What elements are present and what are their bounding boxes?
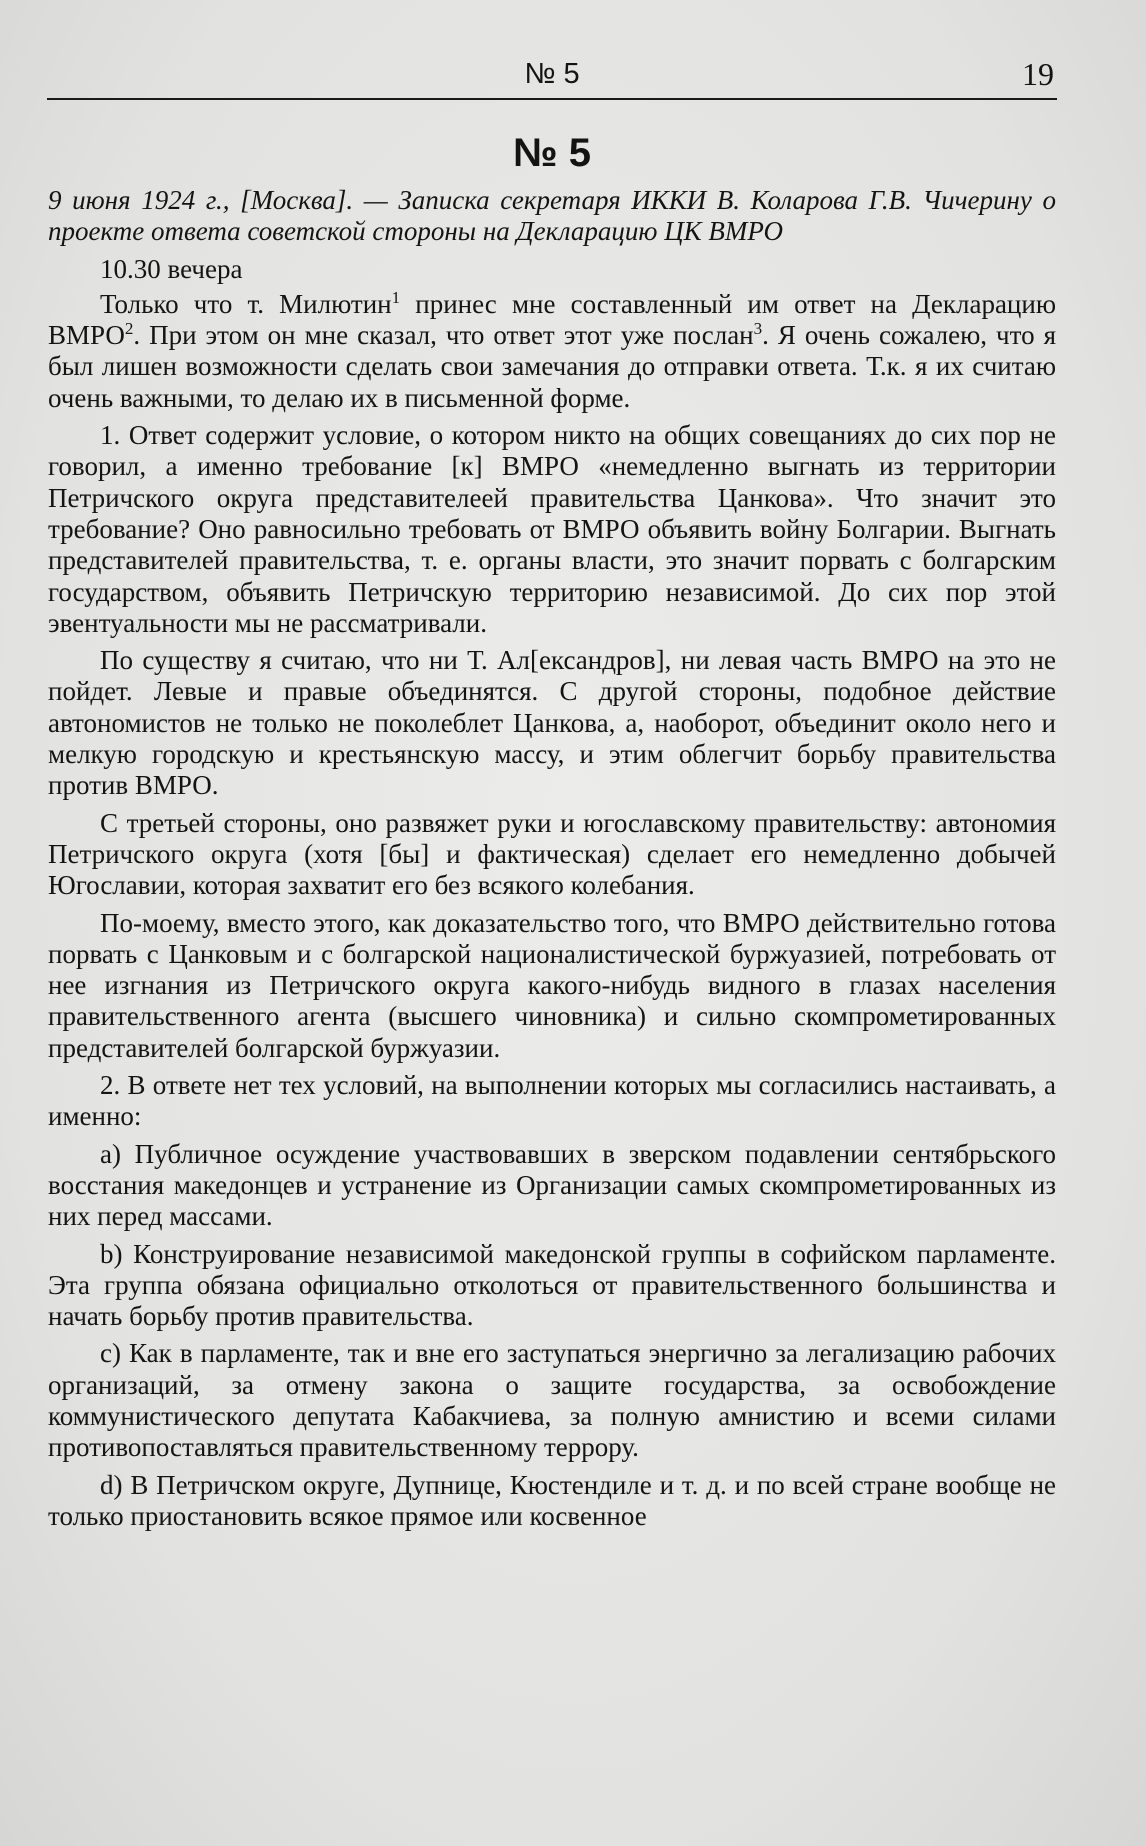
- paragraph: d) В Петричском округе, Дупнице, Кюстендиле и т. д. и по всей стране вообще не только приостановить всякое прямое или косвенное: [48, 1469, 1056, 1531]
- footnote-ref-3: 3: [753, 319, 763, 339]
- paragraph: С третьей стороны, оно развяжет руки и югославскому правительству: автономия Петричского округа (хотя [бы] и фактическая) сделает его немедленно добычей Югославии, которая захватит его без всякого колебания.: [48, 807, 1056, 901]
- paragraph: b) Конструирование независимой македонской группы в софийском парламенте. Эта группа обязана официально отколоться от правительственного большинства и начать борьбу против правительства.: [48, 1238, 1056, 1332]
- footnote-ref-1: 1: [391, 287, 401, 307]
- intro-text-3: . При этом он мне сказал, что ответ этот уже послан: [133, 320, 754, 351]
- paragraph: 2. В ответе нет тех условий, на выполнении которых мы согласились настаивать, а именно:: [48, 1070, 1056, 1132]
- footnote-ref-2: 2: [124, 319, 134, 339]
- intro-text-2: принес мне составленный им ответ на Декларацию ВМРО: [48, 288, 1057, 351]
- intro-text-4: . Я очень сожалею, что я был лишен возможности сделать свои замечания до отправки ответа. Т.к. я их считаю очень важными, то делаю их в письменной форме.: [48, 320, 1056, 413]
- intro-text-1: Только что т. Милютин: [100, 288, 392, 319]
- intro-paragraph: [48, 289, 1056, 414]
- running-title: № 5: [524, 58, 580, 90]
- paragraph: c) Как в парламенте, так и вне его заступаться энергично за легализацию рабочих организаций, за отмену закона о защите государства, за освобождение коммунистического депутата Кабакчиева, за полную амнистию и всеми силами противопоставляться правительственному террору.: [48, 1338, 1056, 1463]
- running-header: [47, 54, 1057, 98]
- page-number: 19: [1022, 56, 1054, 92]
- paragraph: 1. Ответ содержит условие, о котором никто на общих совещаниях до сих пор не говорил, а именно требование [к] ВМРО «немедленно выгнать из территории Петричского округа представителеей правительства Цанкова». Что значит это требование? Оно равносильно требовать от ВМРО объявить войну Болгарии. Выгнать представителей правительства, т. е. органы власти, это значит порвать с болгарским государством, объявить Петричскую территорию независимой. До сих пор этой эвентуальности мы не рассматривали.: [48, 420, 1056, 638]
- paragraph: а) Публичное осуждение участвовавших в зверском подавлении сентябрьского восстания македонцев и устранение из Организации самых скомпрометированных из них перед массами.: [48, 1138, 1056, 1232]
- paragraph: По-моему, вместо этого, как доказательство того, что ВМРО действительно готова порвать с Цанковым и с болгарской националистической буржуазией, потребовать от нее изгнания из Петричского округа какого-нибудь видного в глазах населения правительственного агента (высшего чиновника) и сильно скомпрометированных представителей болгарской буржуазии.: [48, 907, 1056, 1063]
- time-line: 10.30 вечера: [100, 253, 243, 284]
- document-heading: 9 июня 1924 г., [Москва]. — Записка секретаря ИККИ В. Коларова Г.В. Чичерину о проекте ответа советской стороны на Декларацию ЦК ВМРО: [48, 185, 1056, 247]
- paragraph: По существу я считаю, что ни Т. Ал[ександров], ни левая часть ВМРО на это не пойдет. Левые и правые объединятся. С другой стороны, подобное действие автономистов не только не поколеблет Цанкова, а, наоборот, объединит около него и мелкую городскую и крестьянскую массу, и этим облегчит борьбу правительства против ВМРО.: [48, 645, 1056, 801]
- document-body: [48, 185, 1056, 1538]
- document-number: № 5: [513, 131, 591, 175]
- header-rule: [47, 98, 1057, 100]
